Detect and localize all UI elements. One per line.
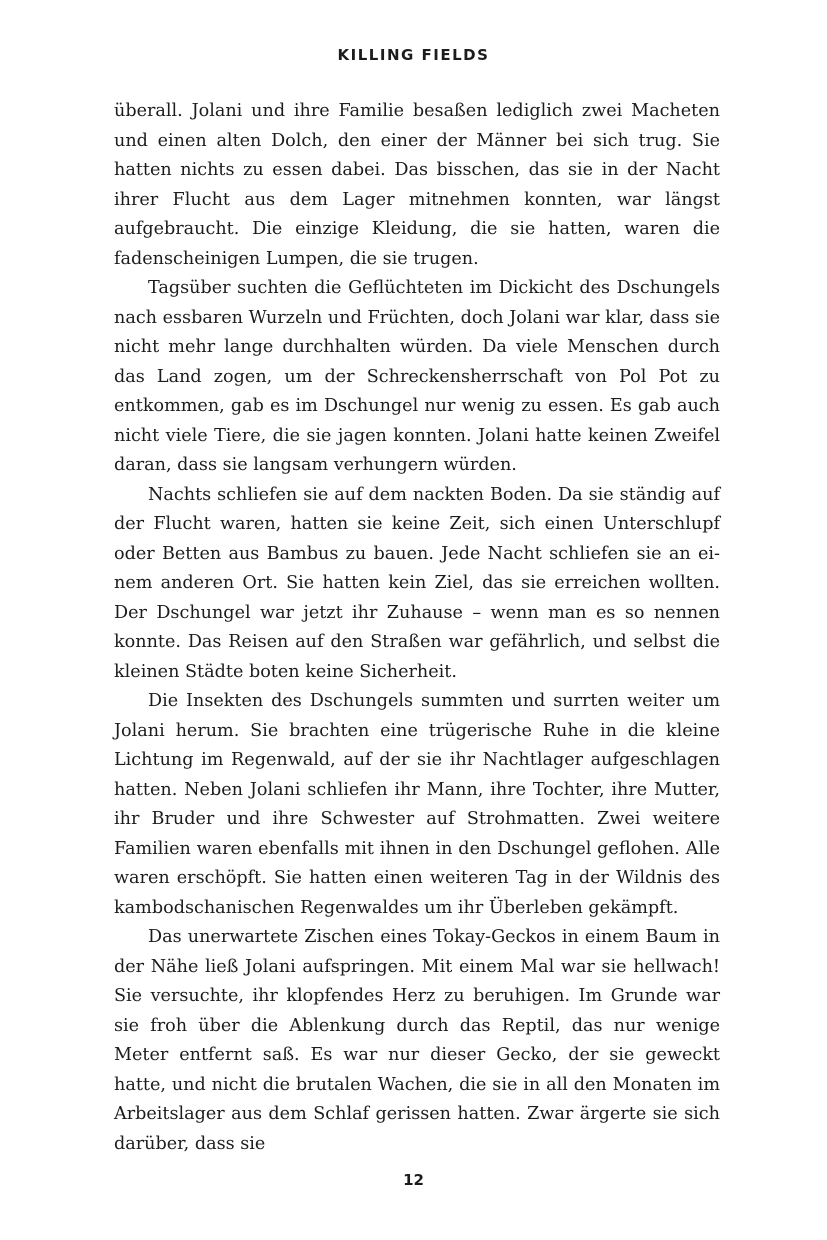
running-header: KILLING FIELDS (337, 46, 490, 64)
page-number: 12 (403, 1171, 424, 1189)
paragraph-1: überall. Jolani und ihre Familie besaßen lediglich zwei Macheten und einen alten Dolch, den einer der Männer bei sich trug. Sie hatten nichts zu essen dabei. Das bisschen, das sie in der Nacht ihrer Flucht aus dem Lager mitnehmen konnten, war längst aufgebraucht. Die einzige Kleidung, die sie hatten, waren die fadenscheinigen Lumpen, die sie trugen. (114, 101, 720, 269)
paragraph-4: Die Insekten des Dschungels summten und surrten weiter um Jolani herum. Sie brachten eine trügerische Ruhe in die kleine Lichtung im Regenwald, auf der sie ihr Nachtlager aufgeschlagen hatten. Neben Jolani schliefen ihr Mann, ihre Tochter, ihre Mutter, ihr Bruder und ihre Schwester auf Strohmatten. Zwei weitere Familien waren ebenfalls mit ihnen in den Dschungel geflohen. Alle waren erschöpft. Sie hatten einen weiteren Tag in der Wildnis des kambodschanischen Regenwaldes um ihr Überleben gekämpft. (114, 691, 720, 918)
body-text (114, 97, 720, 1159)
paragraph-5: Das unerwartete Zischen eines Tokay-Geckos in einem Baum in der Nähe ließ Jolani aufspringen. Mit einem Mal war sie hellwach! Sie versuchte, ihr klopfendes Herz zu beruhigen. Im Grunde war sie froh über die Ablenkung durch das Reptil, das nur wenige Meter entfernt saß. Es war nur dieser Gecko, der sie geweckt hatte, und nicht die brutalen Wachen, die sie in all den Monaten im Arbeitslager aus dem Schlaf gerissen hatten. Zwar ärgerte sie sich darüber, dass sie (114, 927, 720, 1154)
paragraph-2: Tagsüber suchten die Geflüchteten im Dickicht des Dschungels nach essbaren Wurzeln und Früchten, doch Jolani war klar, dass sie nicht mehr lange durchhalten würden. Da viele Menschen durch das Land zogen, um der Schreckensherrschaft von Pol Pot zu entkommen, gab es im Dschungel nur wenig zu essen. Es gab auch nicht viele Tiere, die sie jagen konnten. Jolani hatte keinen Zweifel daran, dass sie langsam verhungern würden. (114, 278, 720, 475)
paragraph-3: Nachts schliefen sie auf dem nackten Boden. Da sie ständig auf der Flucht waren, hatten sie keine Zeit, sich einen Unterschlupf oder Betten aus Bambus zu bauen. Jede Nacht schliefen sie an einem anderen Ort. Sie hatten kein Ziel, das sie erreichen wollten. Der Dschungel war jetzt ihr Zuhause – wenn man es so nennen konnte. Das Reisen auf den Straßen war gefährlich, und selbst die kleinen Städte boten keine Sicherheit. (114, 484, 720, 682)
